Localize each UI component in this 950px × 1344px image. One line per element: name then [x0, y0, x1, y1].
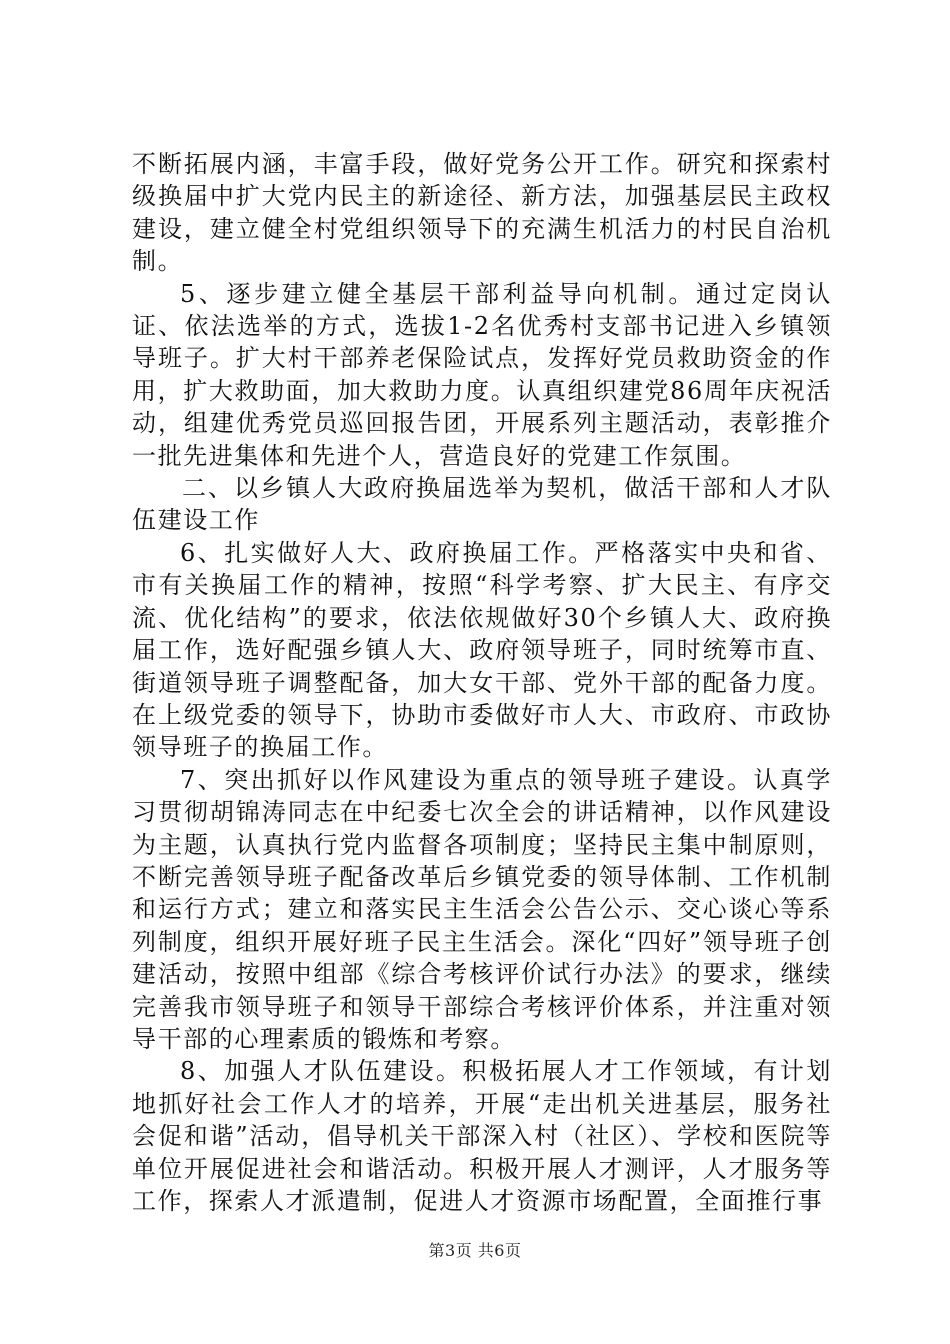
paragraph-continuation: 不断拓展内涵，丰富手段，做好党务公开工作。研究和探索村级换届中扩大党内民主的新途径、新方法，加强基层民主政权建设，建立健全村党组织领导下的充满生机活力的村民自治机制。: [132, 150, 832, 276]
section-heading-2: 二、以乡镇人大政府换届选举为契机，做活干部和人才队伍建设工作: [132, 474, 832, 535]
document-body: [132, 148, 832, 1217]
paragraph-item-7: 7、突出抓好以作风建设为重点的领导班子建设。认真学习贯彻胡锦涛同志在中纪委七次全会的讲话精神，以作风建设为主题，认真执行党内监督各项制度；坚持民主集中制原则，不断完善领导班子配备改革后乡镇党委的领导体制、工作机制和运行方式；建立和落实民主生活会公告公示、交心谈心等系列制度，组织开展好班子民主生活会。深化“四好”领导班子创建活动，按照中组部《综合考核评价试行办法》的要求，继续完善我市领导班子和领导干部综合考核评价体系，并注重对领导干部的心理素质的锻炼和考察。: [132, 765, 832, 1053]
paragraph-item-6: 6、扎实做好人大、政府换届工作。严格落实中央和省、市有关换届工作的精神，按照“科学考察、扩大民主、有序交流、优化结构”的要求，依法依规做好30个乡镇人大、政府换届工作，选好配强乡镇人大、政府领导班子，同时统筹市直、街道领导班子调整配备，加大女干部、党外干部的配备力度。在上级党委的领导下，协助市委做好市人大、市政府、市政协领导班子的换届工作。: [132, 538, 832, 762]
paragraph-item-8: 8、加强人才队伍建设。积极拓展人才工作领域，有计划地抓好社会工作人才的培养，开展“走出机关进基层，服务社会促和谐”活动，倡导机关干部深入村（社区）、学校和医院等单位开展促进社会和谐活动。积极开展人才测评，人才服务等工作，探索人才派遣制，促进人才资源市场配置，全面推行事: [132, 1057, 832, 1215]
page-number-footer: 第3页 共6页: [428, 1241, 522, 1260]
paragraph-item-5: 5、逐步建立健全基层干部利益导向机制。通过定岗认证、依法选举的方式，选拔1-2名优秀村支部书记进入乡镇领导班子。扩大村干部养老保险试点，发挥好党员救助资金的作用，扩大救助面，加大救助力度。认真组织建党86周年庆祝活动，组建优秀党员巡回报告团，开展系列主题活动，表彰推介一批先进集体和先进个人，营造良好的党建工作氛围。: [132, 279, 832, 470]
